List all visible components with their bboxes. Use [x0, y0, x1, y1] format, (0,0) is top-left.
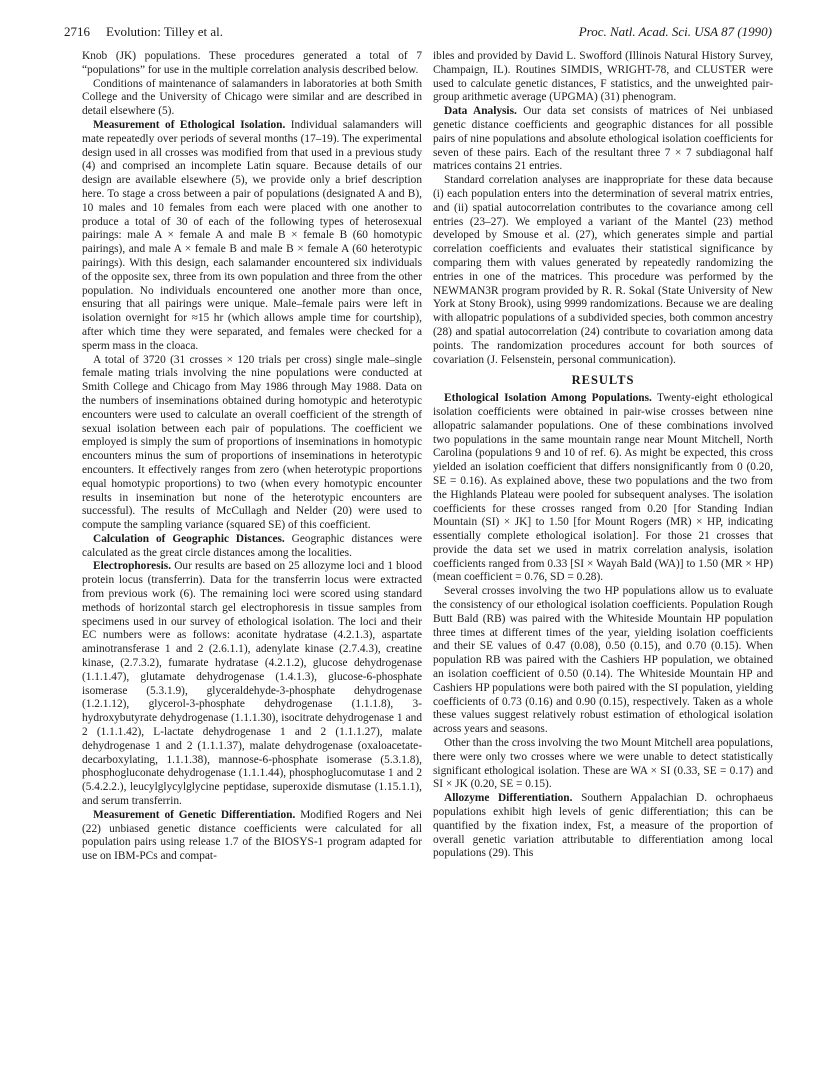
- paragraph-electrophoresis: [82, 560, 422, 808]
- page-number: 2716: [64, 24, 90, 39]
- section-heading-results: RESULTS: [571, 373, 635, 388]
- run-in-heading: Measurement of Genetic Differentiation.: [93, 808, 296, 821]
- paragraph-nonsignificant: Other than the cross involving the two Mount Mitchell area populations, there were only two crosses where we were unable to detect statistically significant ethological isolation. These are WA × SI (0.33, SE = 0.17) and SI × JK (0.20, SE = 0.15).: [433, 737, 773, 791]
- paragraph-text: Our results are based on 25 allozyme loci and 1 blood protein locus (transferrin). Data for the transferrin locus were extracted from previous work (6). The remaining loci were scored using standard methods of horizontal starch gel electrophoresis in tissue samples from specimens used in our survey of ethological isolation. The loci and their EC numbers were as follows: aconitate hydratase (4.2.1.3), aspartate aminotransferase 1 and 2 (2.6.1.1), adenylate kinase (2.7.4.3), creatine kinase, (2.7.3.2), fumarate hydratase (4.2.1.2), glucose dehydrogenase (1.1.1.47), glutamate dehydrogenase (1.4.1.3), glucose-6-phosphate isomerase (5.3.1.9), glyceraldehyde-3-phosphate dehydrogenase (1.2.1.12), glycerol-3-phosphate dehydrogenase (1.1.1.8), 3-hydroxybutyrate dehydrogenase (1.1.1.30), isocitrate dehydrogenase 1 and 2 (1.1.1.42), L-lactate dehydrogenase 1 and 2 (1.1.1.27), malate dehydrogenase 1 and 2 (1.1.1.37), malate dehydrogenase (oxaloacetate-decarboxylating, 1.1.1.38), mannose-6-phosphate isomerase (5.3.1.8), phosphogluconate dehydrogenase (1.1.1.44), phosphoglucomutase 1 and 2 (5.4.2.2.), leucylglycylglycine peptidase, superoxide dismutase (1.15.1.1), and serum transferrin.: [82, 560, 422, 808]
- paragraph-correlation: Standard correlation analyses are inappropriate for these data because (i) each population enters into the determination of several matrix entries, and (ii) spatial autocorrelation contributes to the covariance among cell entries (23–27). We employed a variant of the Mantel (23) method developed by Smouse et al. (27), which generates simple and partial correlation coefficients and evaluates their statistical significance by comparing them with values generated by repeatedly randomizing the entries in one of the matrices. This procedure was performed by the NEWMAN3R program provided by R. R. Sokal (State University of New York at Stony Brook), using 9999 randomizations. Because we are dealing with allopatric populations of a subdivided species, both common ancestry (28) and spatial autocorrelation (24) contribute to covariation among data points. The randomization procedures account for both sources of covariation (J. Felsenstein, personal communication).: [433, 174, 773, 366]
- paragraph-text: Southern Appalachian D. ochrophaeus populations exhibit high levels of genic differentiation; this can be quantified by the fixation index, Fst, a measure of the proportion of overall genetic variation attributable to differentiation among local populations (29). This: [433, 792, 773, 860]
- run-in-heading: Electrophoresis.: [93, 560, 172, 573]
- paragraph-allozyme: [433, 792, 773, 861]
- paragraph-geographic: [82, 533, 422, 561]
- paragraph-software: ibles and provided by David L. Swofford (Illinois Natural History Survey, Champaign, IL). Routines SIMDIS, WRIGHT-78, and CLUSTER were used to calculate genetic distances, F statistics, and the unweighted pair-group arithmetic average (UPGMA) (31) phenogram.: [433, 50, 773, 104]
- paragraph-mating-trials: A total of 3720 (31 crosses × 120 trials per cross) single male–single female mating trials involving the nine populations were conducted at Smith College and Chicago from May 1986 through May 1988. Data on the numbers of inseminations obtained during homotypic and heterotypic encounters were used to calculate an overall coefficient of the strength of sexual isolation between each pair of populations. The coefficient we employed is simply the sum of proportions of inseminations in homotypic encounters minus the sum of proportions of inseminations in heterotypic encounters. It effectively ranges from zero (when heterotypic proportions equal homotypic proportions) to two (when every homotypic encounter results in insemination but none of the heterotypic encounters are successful). The results of McCullagh and Nelder (20) were used to compute the sampling variance (squared SE) of this coefficient.: [82, 353, 422, 532]
- paragraph-text: Individual salamanders will mate repeatedly over periods of several months (17–19). The experimental design used in all crosses was modified from that used in a previous study (4) and comprised an incomplete Latin square. Because details of our design are available elsewhere (5), we provide only a brief description here. To stage a cross between a pair of populations (designated A and B), 10 males and 10 females from each were placed with one another to produce a total of 30 of each of the following types of heterosexual pairings: male A × female A and male B × female B (60 homotypic pairings), and male A × female B and male B × female A (60 heterotypic pairings). With this design, each salamander encountered six individuals of the opposite sex, three from its own population and three from the other population. No individuals encountered one another more than once, ensuring that all pairings were unique. Male–female pairs were left in isolation overnight for ≈15 hr (which allows ample time for courtship), after which time they were separated, and females were checked for a sperm mass in the cloaca.: [82, 118, 422, 352]
- paragraph-text: Modified Rogers and Nei (22) unbiased genetic distance coefficients were calculated for all population pairs using release 1.7 of the BIOSYS-1 program adapted for use on IBM-PCs and compat-: [82, 808, 422, 863]
- paragraph-ethological-isolation: [433, 392, 773, 585]
- left-column: [82, 50, 422, 864]
- run-in-heading: Calculation of Geographic Distances.: [93, 532, 285, 545]
- paragraph-data-analysis: [433, 105, 773, 174]
- right-column: [433, 50, 773, 861]
- paragraph-text: Geographic distances were calculated as the great circle distances among the localities.: [82, 532, 422, 559]
- run-in-heading: Data Analysis.: [444, 105, 517, 118]
- run-in-heading: Allozyme Differentiation.: [444, 792, 573, 805]
- paragraph-consistency: Several crosses involving the two HP populations allow us to evaluate the consistency of our ethological isolation coefficients. Population Rough Butt Bald (RB) was paired with the Whiteside Mountain HP population three times at different times of the year, yielding isolation coefficients and their SE values of 0.47 (0.08), 0.50 (0.15), and 0.70 (0.15). When population RB was paired with the Cashiers HP population, we obtained an isolation coefficient of 0.50 (0.14). The Whiteside Mountain HP and Cashiers HP populations were both paired with the SI population, yielding coefficients of 0.73 (0.16) and 0.90 (0.15), respectively. Taken as a whole these values suggest relatively robust estimation of ethological isolation across years and seasons.: [433, 585, 773, 736]
- page-header: [64, 24, 772, 44]
- run-in-heading: Ethological Isolation Among Populations.: [444, 392, 652, 405]
- paragraph-genetic-differentiation: [82, 809, 422, 864]
- paragraph-conditions: Conditions of maintenance of salamanders in laboratories at both Smith College and the University of Chicago were similar and are described in detail elsewhere (5).: [82, 77, 422, 118]
- running-head: Evolution: Tilley et al.: [106, 24, 224, 39]
- run-in-heading: Measurement of Ethological Isolation.: [93, 118, 286, 131]
- paragraph-text: Twenty-eight ethological isolation coefficients were obtained in pair-wise crosses between nine allopatric salamander populations. One of these combinations involved two populations in the same mountain range near Mount Mitchell, North Carolina (populations 9 and 10 of ref. 6). As might be expected, this cross yielded an isolation coefficient that differs nonsignificantly from 0 (0.20, SE = 0.16). As explained above, these two populations and the two from the Highlands Plateau were pooled for subsequent analyses. The isolation coefficients for these crosses ranged from 0.20 [for Standing Indian Mountain (SI) × JK] to 1.50 [for Mount Rogers (MR) × HP, indicating essentially complete ethological isolation]. For those 21 crosses that provide the data set we used in matrix correlation analysis, isolation coefficients ranged from 0.33 [SI × Wayah Bald (WA)] to 1.50 (MR × HP) (mean coefficient = 0.76, SD = 0.28).: [433, 392, 773, 584]
- paragraph-ethological-measurement: [82, 119, 422, 354]
- paragraph-text: Our data set consists of matrices of Nei unbiased genetic distance coefficients and geographic distances for all possible pairs of nine populations and absolute ethological isolation coefficients for seven of these pairs. Each of the resultant three 7 × 7 subdiagonal half matrices contains 21 entries.: [433, 105, 773, 173]
- journal-citation: Proc. Natl. Acad. Sci. USA 87 (1990): [578, 24, 772, 39]
- paragraph-populations: Knob (JK) populations. These procedures generated a total of 7 “populations” for use in the multiple correlation analysis described below.: [82, 50, 422, 76]
